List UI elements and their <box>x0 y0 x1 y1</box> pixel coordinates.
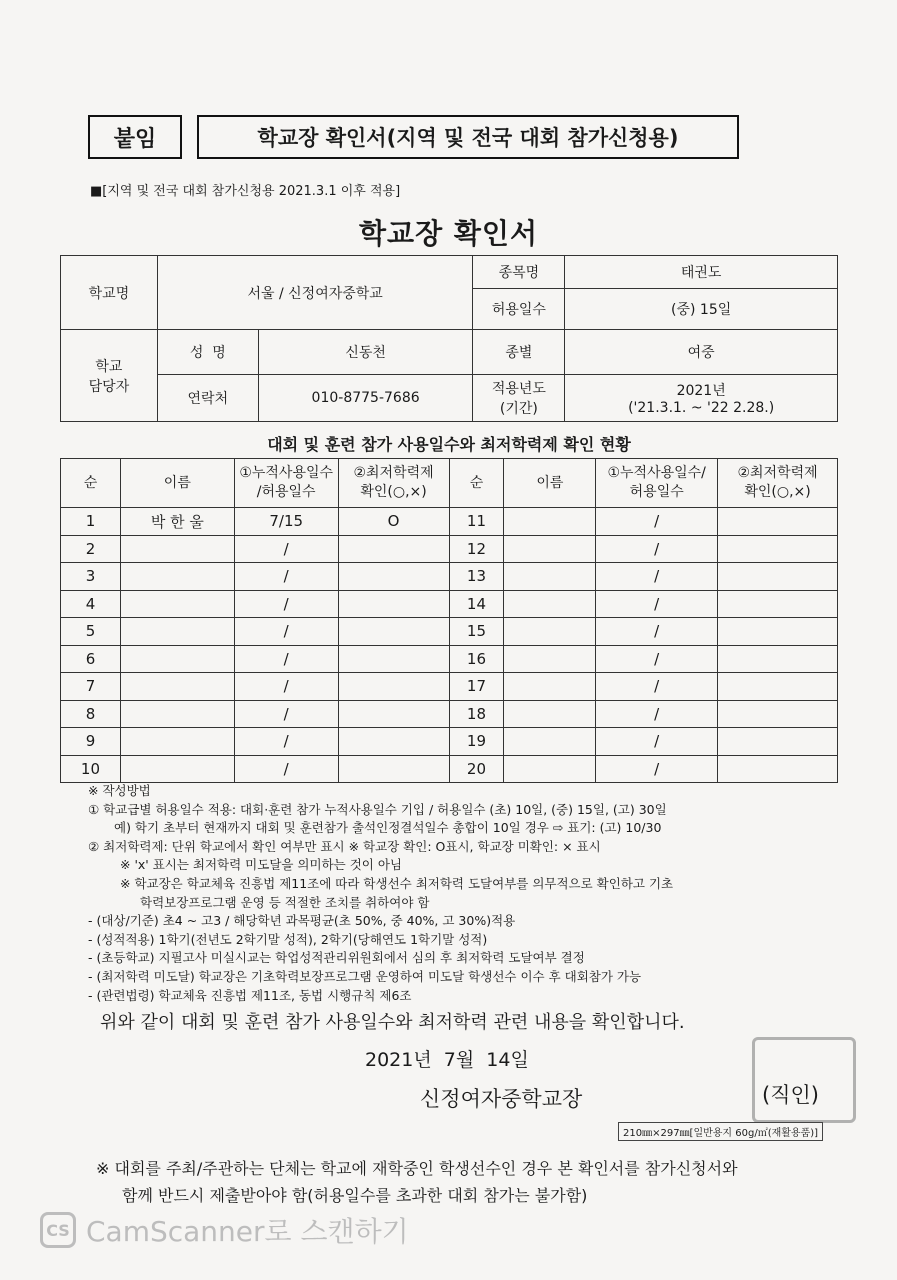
cell-left-check <box>338 673 449 701</box>
status-table <box>60 458 838 783</box>
category-value: 여중 <box>565 330 838 375</box>
header-title-box <box>197 115 739 159</box>
cell-right-days: / <box>596 700 718 728</box>
guide-detail-target: - (대상/기준) 초4 ~ 고3 / 해당학년 과목평균(초 50%, 중 40%, 고 30%)적용 <box>88 913 516 929</box>
cell-right-days: / <box>596 618 718 646</box>
cell-right-name <box>504 618 596 646</box>
cell-left-no: 3 <box>61 563 121 591</box>
table-row <box>61 563 838 591</box>
contact-label: 연락처 <box>157 375 258 422</box>
header-days-right: ①누적사용일수/ 허용일수 <box>596 459 718 508</box>
apply-note: ■[지역 및 전국 대회 참가신청용 2021.3.1 이후 적용] <box>90 184 401 199</box>
header-title: 학교장 확인서(지역 및 전국 대회 참가신청용) <box>257 126 679 150</box>
guide-detail-elementary: - (초등학교) 지필고사 미실시교는 학업성적관리위원회에서 심의 후 최저학력 도달여부 결정 <box>88 950 585 966</box>
year-label: 적용년도 (기간) <box>473 375 565 422</box>
cell-left-name <box>120 728 234 756</box>
event-value: 태권도 <box>565 256 838 289</box>
cell-left-check <box>338 590 449 618</box>
cell-right-days: / <box>596 645 718 673</box>
name-value: 신동천 <box>258 330 473 375</box>
cell-left-check <box>338 563 449 591</box>
table-row <box>61 618 838 646</box>
allowed-days-label: 허용일수 <box>473 289 565 330</box>
footnote-line-2: 함께 반드시 제출받아야 함(허용일수를 초과한 대회 참가는 불가함) <box>122 1186 588 1205</box>
cell-right-no: 14 <box>449 590 504 618</box>
cell-left-name: 박 한 울 <box>120 508 234 536</box>
writing-guide <box>88 782 848 1005</box>
principal-name: 신정여자중학교장 <box>420 1087 583 1111</box>
cell-right-days: / <box>596 728 718 756</box>
cell-left-check <box>338 645 449 673</box>
school-label: 학교명 <box>61 256 158 330</box>
cell-left-no: 2 <box>61 535 121 563</box>
cell-left-check <box>338 535 449 563</box>
cell-right-check <box>718 728 838 756</box>
cell-left-days: / <box>234 618 338 646</box>
footnote <box>96 1155 738 1209</box>
seal-label: (직인) <box>762 1083 819 1107</box>
guide-item-2: ② 최저학력제: 단위 학교에서 확인 여부만 표시 ※ 학교장 확인: O표시, 학교장 미확인: × 표시 <box>88 838 601 854</box>
cell-left-days: / <box>234 535 338 563</box>
cell-left-name <box>120 535 234 563</box>
cell-right-check <box>718 700 838 728</box>
allowed-days-value: (중) 15일 <box>565 289 838 330</box>
cell-left-days: / <box>234 728 338 756</box>
camscanner-icon: CS <box>40 1212 76 1248</box>
guide-heading: ※ 작성방법 <box>88 783 151 798</box>
cell-left-days: / <box>234 700 338 728</box>
cell-right-check <box>718 645 838 673</box>
confirm-statement: 위와 같이 대회 및 훈련 참가 사용일수와 최저학력 관련 내용을 확인합니다. <box>100 1012 685 1033</box>
cell-right-check <box>718 535 838 563</box>
guide-detail-below: - (최저학력 미도달) 학교장은 기초학력보장프로그램 운영하여 미도달 학생선수 이수 후 대회참가 가능 <box>88 968 642 984</box>
cell-right-name <box>504 563 596 591</box>
info-table <box>60 255 838 422</box>
cell-right-no: 12 <box>449 535 504 563</box>
table-row <box>61 700 838 728</box>
cell-right-no: 16 <box>449 645 504 673</box>
cell-right-name <box>504 673 596 701</box>
table-row <box>61 590 838 618</box>
table-row <box>61 728 838 756</box>
cell-left-days: / <box>234 755 338 783</box>
cell-right-no: 18 <box>449 700 504 728</box>
cell-right-check <box>718 618 838 646</box>
cell-left-days: 7/15 <box>234 508 338 536</box>
cell-right-name <box>504 508 596 536</box>
cell-right-days: / <box>596 673 718 701</box>
cell-left-check <box>338 728 449 756</box>
cell-left-check <box>338 700 449 728</box>
cell-right-no: 17 <box>449 673 504 701</box>
cell-right-name <box>504 590 596 618</box>
cell-right-no: 19 <box>449 728 504 756</box>
cell-right-days: / <box>596 755 718 783</box>
cell-left-no: 1 <box>61 508 121 536</box>
cell-left-no: 6 <box>61 645 121 673</box>
header-check: ②최저학력제 확인(○,×) <box>338 459 449 508</box>
cell-left-check <box>338 755 449 783</box>
cell-right-name <box>504 645 596 673</box>
cell-left-days: / <box>234 645 338 673</box>
table-row <box>61 755 838 783</box>
paper-spec: 210㎜×297㎜[일반용지 60g/㎡(재활용품)] <box>618 1122 823 1141</box>
cell-left-check: O <box>338 508 449 536</box>
cell-right-no: 13 <box>449 563 504 591</box>
cell-right-no: 15 <box>449 618 504 646</box>
cell-left-name <box>120 618 234 646</box>
cell-left-no: 9 <box>61 728 121 756</box>
cell-right-check <box>718 563 838 591</box>
school-value: 서울 / 신정여자중학교 <box>157 256 473 330</box>
cell-left-name <box>120 563 234 591</box>
cell-left-days: / <box>234 563 338 591</box>
cell-left-days: / <box>234 673 338 701</box>
status-header-row <box>61 459 838 508</box>
header-name-right: 이름 <box>504 459 596 508</box>
guide-item-1-example: 예) 학기 초부터 현재까지 대회 및 훈련참가 출석인정결석일수 총합이 10일 경우 ⇨ 표기: (고) 10/30 <box>114 820 662 836</box>
cell-left-name <box>120 673 234 701</box>
page-title: 학교장 확인서 <box>358 217 539 250</box>
table-row <box>61 508 838 536</box>
cell-left-no: 10 <box>61 755 121 783</box>
cell-right-days: / <box>596 563 718 591</box>
cell-left-name <box>120 590 234 618</box>
cell-right-name <box>504 535 596 563</box>
cell-right-name <box>504 755 596 783</box>
issue-date: 2021년 7월 14일 <box>365 1049 529 1071</box>
guide-note-principal: ※ 학교장은 학교체육 진흥법 제11조에 따라 학생선수 최저학력 도달여부를 의무적으로 확인하고 기초 <box>120 875 674 891</box>
header-no: 순 <box>61 459 121 508</box>
guide-note-x: ※ 'x' 표시는 최저학력 미도달을 의미하는 것이 아님 <box>120 857 402 873</box>
cell-left-no: 5 <box>61 618 121 646</box>
cell-right-check <box>718 590 838 618</box>
table-row <box>61 645 838 673</box>
contact-value: 010-8775-7686 <box>258 375 473 422</box>
cell-right-check <box>718 673 838 701</box>
cell-left-no: 8 <box>61 700 121 728</box>
cell-left-days: / <box>234 590 338 618</box>
footnote-line-1: ※ 대회를 주최/주관하는 단체는 학교에 재학중인 학생선수인 경우 본 확인서를 참가신청서와 <box>96 1159 738 1178</box>
cell-right-days: / <box>596 590 718 618</box>
cell-right-name <box>504 700 596 728</box>
guide-item-1: ① 학교급별 허용일수 적용: 대회·훈련 참가 누적사용일수 기입 / 허용일수 (초) 10일, (중) 15일, (고) 30일 <box>88 801 667 817</box>
event-label: 종목명 <box>473 256 565 289</box>
cell-right-check <box>718 508 838 536</box>
cell-left-name <box>120 645 234 673</box>
guide-note-principal-cont: 학력보장프로그램 운영 등 적절한 조치를 취하여야 함 <box>140 894 430 910</box>
cell-right-name <box>504 728 596 756</box>
cell-right-no: 11 <box>449 508 504 536</box>
cell-right-no: 20 <box>449 755 504 783</box>
attachment-label: 붙임 <box>113 126 157 152</box>
cell-left-no: 7 <box>61 673 121 701</box>
header-no-right: 순 <box>449 459 504 508</box>
watermark-text: CamScanner로 스캔하기 <box>86 1215 409 1248</box>
cell-left-name <box>120 755 234 783</box>
cell-right-days: / <box>596 508 718 536</box>
guide-detail-grades: - (성적적용) 1학기(전년도 2학기말 성적), 2학기(당해연도 1학기말 성적) <box>88 931 488 947</box>
manager-label: 학교 담당자 <box>61 330 158 422</box>
cell-left-no: 4 <box>61 590 121 618</box>
cell-left-check <box>338 618 449 646</box>
scanner-watermark <box>40 1210 409 1250</box>
header-check-right: ②최저학력제 확인(○,×) <box>718 459 838 508</box>
cell-right-check <box>718 755 838 783</box>
header-name: 이름 <box>120 459 234 508</box>
cell-right-days: / <box>596 535 718 563</box>
category-label: 종별 <box>473 330 565 375</box>
table-row <box>61 535 838 563</box>
cell-left-name <box>120 700 234 728</box>
year-value: 2021년 ('21.3.1. ~ '22 2.28.) <box>565 375 838 422</box>
name-label: 성 명 <box>157 330 258 375</box>
table-row <box>61 673 838 701</box>
attachment-label-box <box>88 115 182 159</box>
guide-detail-law: - (관련법령) 학교체육 진흥법 제11조, 동법 시행규칙 제6조 <box>88 987 412 1003</box>
status-section-title: 대회 및 훈련 참가 사용일수와 최저학력제 확인 현황 <box>267 435 631 454</box>
header-days: ①누적사용일수 /허용일수 <box>234 459 338 508</box>
